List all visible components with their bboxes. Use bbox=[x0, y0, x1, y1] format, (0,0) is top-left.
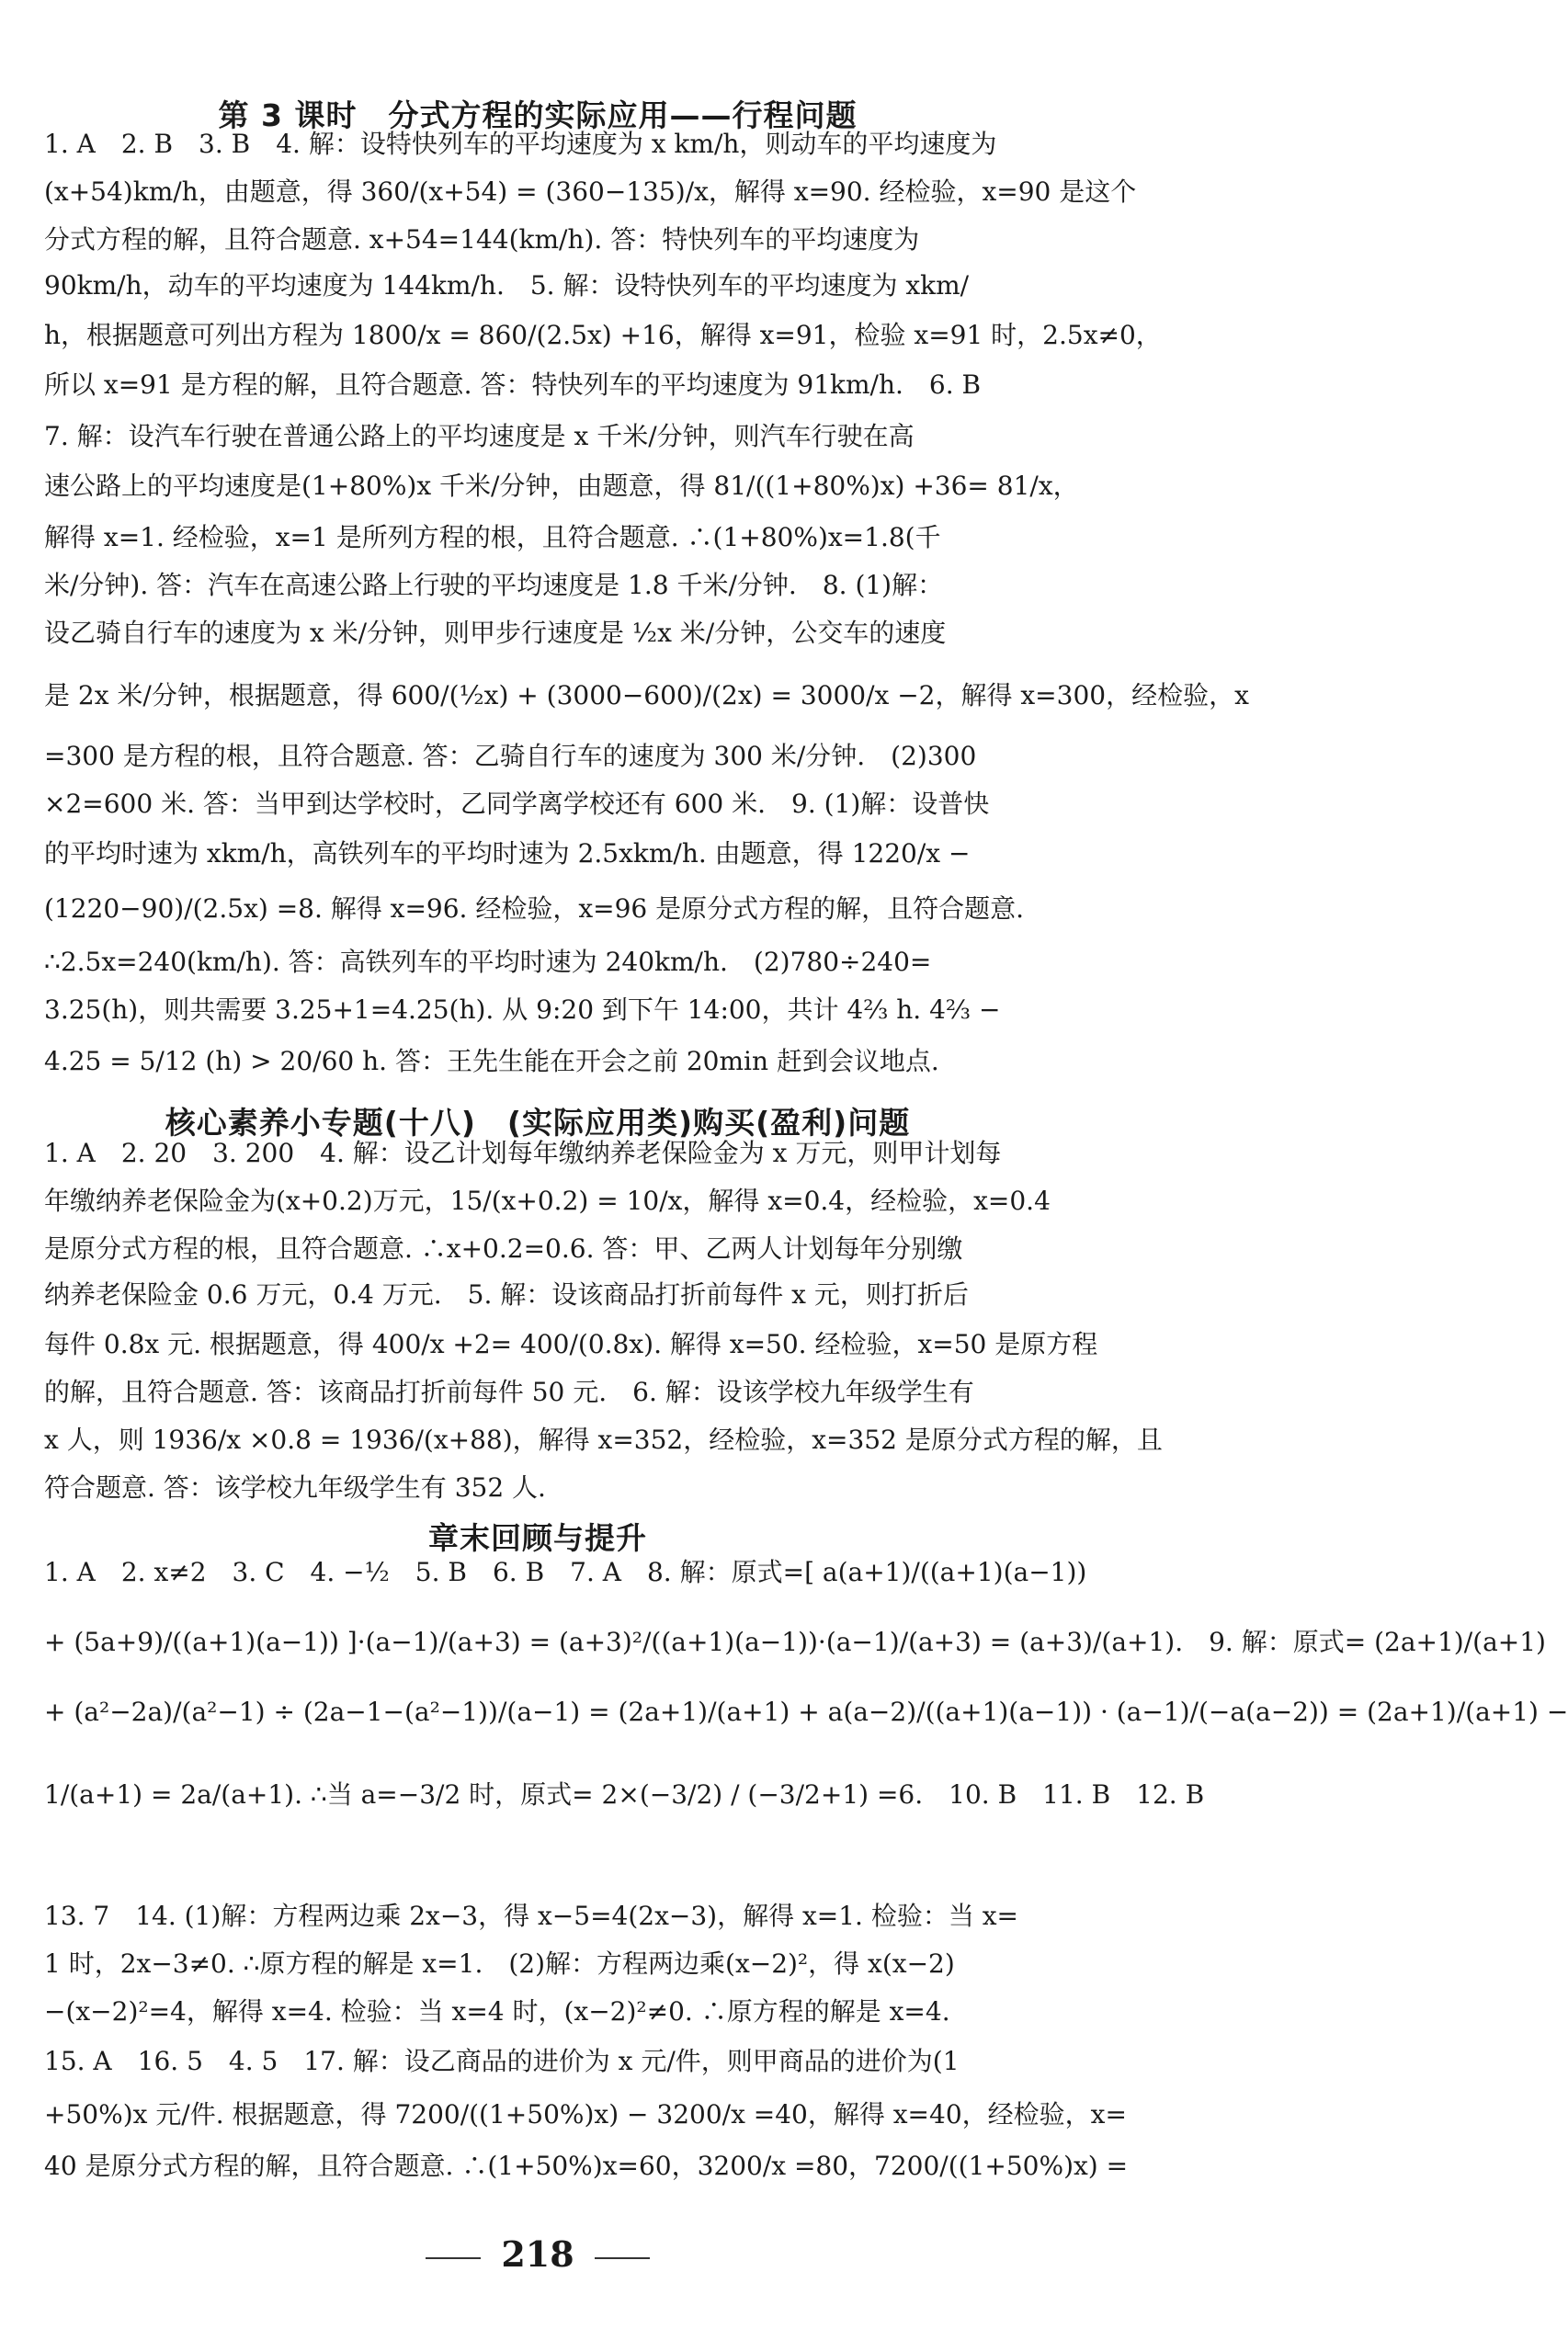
answer-line: =300 是方程的根，且符合题意. 答：乙骑自行车的速度为 300 米/分钟. (2)300 bbox=[44, 741, 977, 771]
answer-line: 40 是原分式方程的解，且符合题意. ∴(1+50%)x=60，3200/x =80，7200/((1+50%)x) = bbox=[44, 2151, 1129, 2181]
answer-line: ∴2.5x=240(km/h). 答：高铁列车的平均时速为 240km/h. (2)780÷240= bbox=[44, 947, 932, 977]
page-number: 218 bbox=[501, 2233, 574, 2275]
answer-line: (x+54)km/h，由题意，得 360/(x+54) = (360−135)/x，解得 x=90. 经检验，x=90 是这个 bbox=[44, 176, 1137, 207]
answer-line: 是原分式方程的根，且符合题意. ∴x+0.2=0.6. 答：甲、乙两人计划每年分别缴 bbox=[44, 1233, 963, 1264]
answer-line: 的解，且符合题意. 答：该商品打折前每件 50 元. 6. 解：设该学校九年级学生有 bbox=[44, 1377, 974, 1407]
answer-line: −(x−2)²=4，解得 x=4. 检验：当 x=4 时，(x−2)²≠0. ∴原方程的解是 x=4. bbox=[44, 1996, 950, 2027]
answer-line: 1/(a+1) = 2a/(a+1). ∴当 a=−3/2 时，原式= 2×(−3/2) / (−3/2+1) =6. 10. B 11. B 12. B bbox=[44, 1779, 1205, 1810]
answer-line: 所以 x=91 是方程的解，且符合题意. 答：特快列车的平均速度为 91km/h. 6. B bbox=[44, 369, 982, 400]
answer-line: ×2=600 米. 答：当甲到达学校时，乙同学离学校还有 600 米. 9. (1)解：设普快 bbox=[44, 789, 990, 819]
answer-line: 3.25(h)，则共需要 3.25+1=4.25(h). 从 9:20 到下午 14:00，共计 4⅔ h. 4⅔ − bbox=[44, 994, 1001, 1025]
answer-line: 米/分钟). 答：汽车在高速公路上行驶的平均速度是 1.8 千米/分钟. 8. (1)解： bbox=[44, 570, 944, 600]
answer-line: 的平均时速为 xkm/h，高铁列车的平均时速为 2.5xkm/h. 由题意，得 1220/x − bbox=[44, 838, 971, 869]
answer-line: (1220−90)/(2.5x) =8. 解得 x=96. 经检验，x=96 是原分式方程的解，且符合题意. bbox=[44, 893, 1025, 924]
answer-line: h，根据题意可列出方程为 1800/x = 860/(2.5x) +16，解得 x=91，检验 x=91 时，2.5x≠0， bbox=[44, 320, 1162, 350]
answer-line: 分式方程的解，且符合题意. x+54=144(km/h). 答：特快列车的平均速度为 bbox=[44, 224, 920, 255]
page-footer bbox=[0, 2233, 1075, 2275]
answer-line: 13. 7 14. (1)解：方程两边乘 2x−3，得 x−5=4(2x−3)，解得 x=1. 检验：当 x= bbox=[44, 1901, 1019, 1931]
footer-dash-right bbox=[595, 2257, 650, 2259]
footer-dash-left bbox=[426, 2257, 481, 2259]
answer-line: 15. A 16. 5 4. 5 17. 解：设乙商品的进价为 x 元/件，则甲商品的进价为(1 bbox=[44, 2046, 960, 2076]
answer-line: 纳养老保险金 0.6 万元，0.4 万元. 5. 解：设该商品打折前每件 x 元，则打折后 bbox=[44, 1279, 969, 1310]
answer-line: 速公路上的平均速度是(1+80%)x 千米/分钟，由题意，得 81/((1+80%)x) +36= 81/x， bbox=[44, 471, 1079, 501]
answer-line: 1 时，2x−3≠0. ∴原方程的解是 x=1. (2)解：方程两边乘(x−2)²，得 x(x−2) bbox=[44, 1948, 955, 1979]
answer-line: 1. A 2. 20 3. 200 4. 解：设乙计划每年缴纳养老保险金为 x 万元，则甲计划每 bbox=[44, 1138, 1002, 1168]
answer-line: x 人，则 1936/x ×0.8 = 1936/(x+88)，解得 x=352，经检验，x=352 是原分式方程的解，且 bbox=[44, 1425, 1163, 1455]
answer-line: 1. A 2. B 3. B 4. 解：设特快列车的平均速度为 x km/h，则动车的平均速度为 bbox=[44, 129, 997, 159]
answer-line: 设乙骑自行车的速度为 x 米/分钟，则甲步行速度是 ½x 米/分钟，公交车的速度 bbox=[44, 618, 947, 648]
answer-line: 解得 x=1. 经检验，x=1 是所列方程的根，且符合题意. ∴(1+80%)x=1.8(千 bbox=[44, 522, 941, 552]
answer-line: +50%)x 元/件. 根据题意，得 7200/((1+50%)x) − 3200/x =40，解得 x=40，经检验，x= bbox=[44, 2099, 1127, 2130]
answer-line: 年缴纳养老保险金为(x+0.2)万元，15/(x+0.2) = 10/x，解得 x=0.4，经检验，x=0.4 bbox=[44, 1186, 1051, 1216]
answer-line: 1. A 2. x≠2 3. C 4. −½ 5. B 6. B 7. A 8. 解：原式=[ a(a+1)/((a+1)(a−1)) bbox=[44, 1557, 1087, 1587]
answer-line: 每件 0.8x 元. 根据题意，得 400/x +2= 400/(0.8x). 解得 x=50. 经检验，x=50 是原方程 bbox=[44, 1329, 1098, 1359]
answer-line: 90km/h，动车的平均速度为 144km/h. 5. 解：设特快列车的平均速度为 xkm/ bbox=[44, 270, 970, 301]
answer-line: + (a²−2a)/(a²−1) ÷ (2a−1−(a²−1))/(a−1) = (2a+1)/(a+1) + a(a−2)/((a+1)(a−1)) · (a−1)/(−a(a−2)) = (2a+1)/(a+1) − bbox=[44, 1697, 1568, 1727]
answer-line: + (5a+9)/((a+1)(a−1)) ]·(a−1)/(a+3) = (a+3)²/((a+1)(a−1))·(a−1)/(a+3) = (a+3)/(a+1). 9. 解：原式= (2a+1)/(a+1) bbox=[44, 1627, 1546, 1657]
answer-line: 符合题意. 答：该学校九年级学生有 352 人. bbox=[44, 1472, 546, 1503]
section-title-travel-problems: 第 3 课时 分式方程的实际应用——行程问题 bbox=[218, 97, 858, 133]
section-title-purchase-problems: 核心素养小专题(十八) (实际应用类)购买(盈利)问题 bbox=[165, 1105, 911, 1141]
answer-line: 是 2x 米/分钟，根据题意，得 600/(½x) + (3000−600)/(2x) = 3000/x −2，解得 x=300，经检验，x bbox=[44, 680, 1249, 710]
answer-line: 4.25 = 5/12 (h) > 20/60 h. 答：王先生能在开会之前 20min 赶到会议地点. bbox=[44, 1046, 939, 1076]
answer-line: 7. 解：设汽车行驶在普通公路上的平均速度是 x 千米/分钟，则汽车行驶在高 bbox=[44, 421, 915, 451]
section-title-chapter-review: 章末回顾与提升 bbox=[428, 1520, 647, 1556]
